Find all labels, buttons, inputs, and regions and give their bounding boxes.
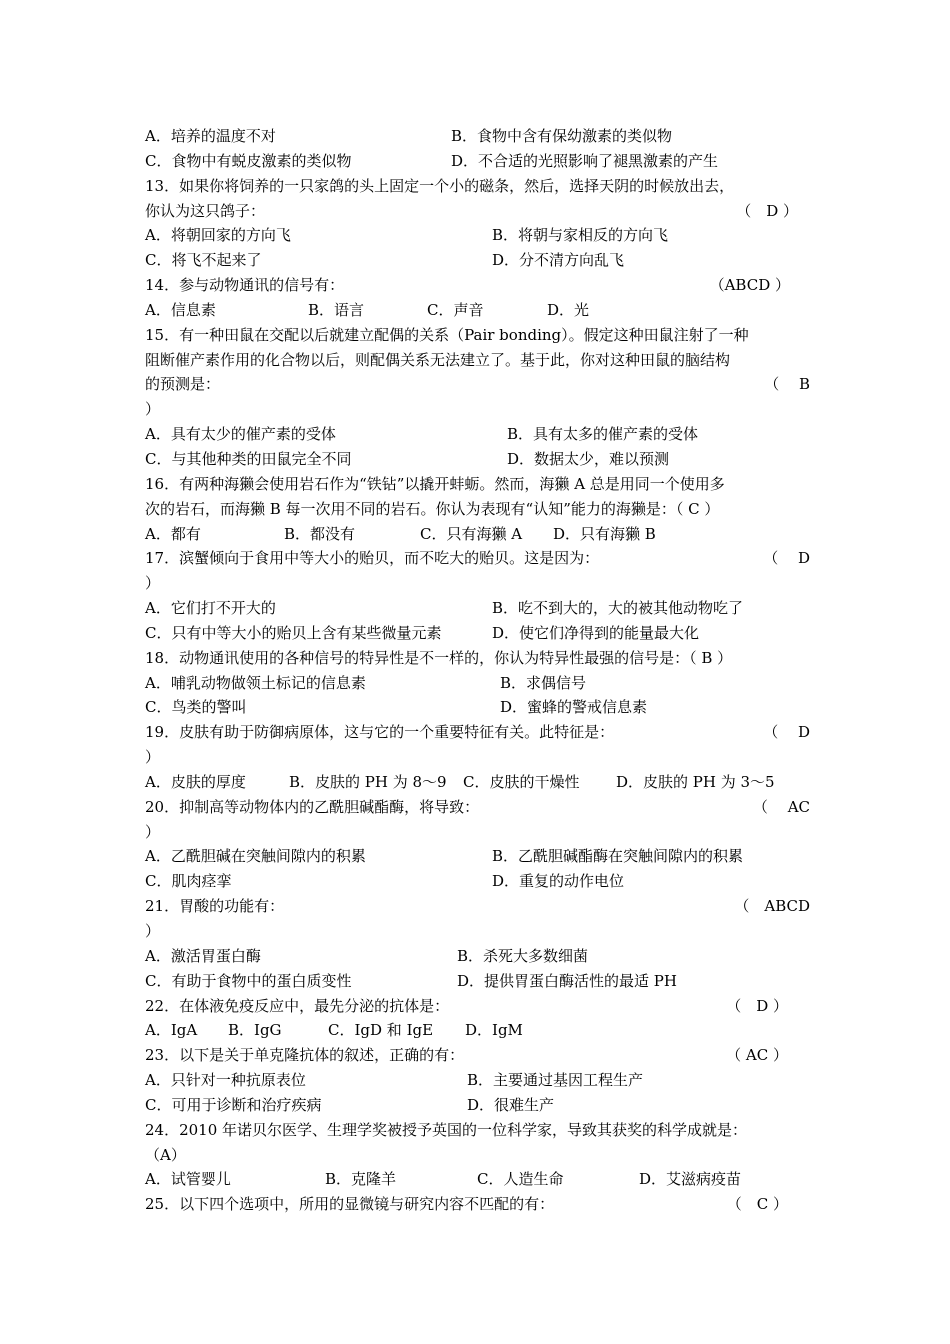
question-line <box>145 397 810 422</box>
question-line <box>145 820 810 845</box>
q24-stem: 24．2010 年诺贝尔医学、生理学奖被授予英国的一位科学家，导致其获奖的科学成就是： <box>145 1120 748 1139</box>
exam-page <box>145 124 810 1217</box>
q18-option-c: C．鸟类的警叫 <box>145 698 247 717</box>
q16-option-b: B．都没有 <box>284 524 356 543</box>
option-row <box>145 1167 810 1192</box>
q21-answer: （ ABCD <box>734 897 810 916</box>
q22-option-d: D．IgM <box>465 1021 523 1040</box>
q17-option-c: C．只有中等大小的贻贝上含有某些微量元素 <box>145 623 442 642</box>
option-row <box>145 422 810 447</box>
q22-option-c: C．IgD 和 IgE <box>328 1021 434 1040</box>
q17-answer: （ D <box>763 549 810 568</box>
question-line <box>145 646 810 671</box>
option-row <box>145 223 810 248</box>
q12-option-c: C．食物中有蜕皮激素的类似物 <box>145 151 352 170</box>
q25-stem: 25．以下四个选项中，所用的显微镜与研究内容不匹配的有： <box>145 1195 555 1214</box>
q20-option-b: B．乙酰胆碱酯酶在突触间隙内的积累 <box>492 847 744 866</box>
q21-option-a: A．激活胃蛋白酶 <box>145 946 261 965</box>
q16-stem: 16．有两种海獭会使用岩石作为“铁钻”以撬开蚌蛎。然而，海獭 A 总是用同一个使用多 <box>145 474 725 493</box>
q20-option-d: D．重复的动作电位 <box>492 872 625 891</box>
q17-answer-close: ） <box>145 574 161 593</box>
q23-option-c: C．可用于诊断和治疗疾病 <box>145 1095 322 1114</box>
option-row <box>145 1018 810 1043</box>
q23-option-a: A．只针对一种抗原表位 <box>145 1071 306 1090</box>
question-line <box>145 919 810 944</box>
q15-answer-close: ） <box>145 400 161 419</box>
option-row <box>145 596 810 621</box>
question-line <box>145 546 810 571</box>
q12-option-b: B．食物中含有保幼激素的类似物 <box>451 127 673 145</box>
option-row <box>145 869 810 894</box>
question-line <box>145 994 810 1019</box>
q21-option-c: C．有助于食物中的蛋白质变性 <box>145 971 352 990</box>
q19-option-c: C．皮肤的干燥性 <box>463 772 580 791</box>
q15-option-d: D．数据太少，难以预测 <box>507 449 670 468</box>
q23-option-b: B．主要通过基因工程生产 <box>467 1071 644 1090</box>
q24-answer: （A） <box>145 1145 186 1164</box>
question-line <box>145 795 810 820</box>
q20-option-a: A．乙酰胆碱在突触间隙内的积累 <box>145 847 366 866</box>
q15-option-c: C．与其他种类的田鼠完全不同 <box>145 449 352 468</box>
q13-answer: （ D ） <box>736 201 798 220</box>
question-line <box>145 348 810 373</box>
question-line <box>145 1192 810 1217</box>
q16-option-d: D．只有海獭 B <box>553 524 656 543</box>
question-line <box>145 571 810 596</box>
q23-stem: 23．以下是关于单克隆抗体的叙述，正确的有： <box>145 1046 465 1065</box>
option-row <box>145 844 810 869</box>
q22-option-b: B．IgG <box>228 1021 282 1040</box>
question-line <box>145 1143 810 1168</box>
option-row <box>145 671 810 696</box>
q20-answer: （ AC <box>752 797 810 816</box>
q12-option-a: A．培养的温度不对 <box>145 127 276 145</box>
q24-option-d: D．艾滋病疫苗 <box>639 1170 742 1189</box>
option-row <box>145 447 810 472</box>
question-line <box>145 1043 810 1068</box>
q17-option-a: A．它们打不开大的 <box>145 599 276 618</box>
option-row <box>145 695 810 720</box>
q20-answer-close: ） <box>145 822 161 841</box>
q13-option-c: C．将飞不起来了 <box>145 251 262 270</box>
q13-stem: 13．如果你将饲养的一只家鸽的头上固定一个小的磁条，然后，选择天阴的时候放出去， <box>145 176 735 195</box>
q17-option-b: B．吃不到大的，大的被其他动物吃了 <box>492 599 744 618</box>
q13-option-d: D．分不清方向乱飞 <box>492 251 625 270</box>
q21-answer-close: ） <box>145 922 161 940</box>
q22-answer: （ D ） <box>726 996 788 1015</box>
q21-option-d: D．提供胃蛋白酶活性的最适 PH <box>457 971 677 990</box>
question-line <box>145 720 810 745</box>
q25-answer: （ C ） <box>726 1195 788 1214</box>
q19-option-b: B．皮肤的 PH 为 8～9 <box>289 772 447 791</box>
question-line <box>145 472 810 497</box>
q14-answer: （ABCD ） <box>709 276 790 295</box>
q15-option-b: B．具有太多的催产素的受体 <box>507 425 699 444</box>
q15-option-a: A．具有太少的催产素的受体 <box>145 425 336 444</box>
q12-option-d: D．不合适的光照影响了褪黑激素的产生 <box>451 151 719 170</box>
q16-option-c: C．只有海獭 A <box>420 524 523 543</box>
q15-answer: （ B <box>764 375 810 394</box>
q24-option-c: C．人造生命 <box>477 1170 564 1189</box>
q16-option-a: A．都有 <box>145 524 201 543</box>
option-row <box>145 149 810 174</box>
q19-stem: 19．皮肤有助于防御病原体，这与它的一个重要特征有关。此特征是： <box>145 723 615 742</box>
option-row <box>145 621 810 646</box>
option-row <box>145 522 810 547</box>
q21-option-b: B．杀死大多数细菌 <box>457 946 589 965</box>
q23-answer: （ AC ） <box>726 1046 788 1065</box>
option-row <box>145 1068 810 1093</box>
q19-option-a: A．皮肤的厚度 <box>145 772 246 791</box>
q13-stem-cont: 你认为这只鸽子： <box>145 201 266 220</box>
q18-stem: 18．动物通讯使用的各种信号的特异性是不一样的，你认为特异性最强的信号是：（ B ） <box>145 648 733 667</box>
q15-stem-end: 的预测是： <box>145 375 221 394</box>
q14-option-c: C．声音 <box>427 300 484 319</box>
question-line <box>145 323 810 348</box>
question-line <box>145 199 810 224</box>
option-row <box>145 944 810 969</box>
option-row <box>145 248 810 273</box>
q16-stem-cont: 次的岩石，而海獭 B 每一次用不同的岩石。你认为表现有“认知”能力的海獭是：（ C ） <box>145 499 720 518</box>
q19-answer-close: ） <box>145 748 161 767</box>
q14-option-b: B．语言 <box>308 300 365 319</box>
option-row <box>145 124 810 149</box>
q14-stem: 14．参与动物通讯的信号有： <box>145 276 345 295</box>
q15-stem-cont: 阻断催产素作用的化合物以后，则配偶关系无法建立了。基于此，你对这种田鼠的脑结构 <box>145 350 731 369</box>
option-row <box>145 969 810 994</box>
question-line <box>145 1118 810 1143</box>
q24-option-b: B．克隆羊 <box>325 1170 397 1189</box>
option-row <box>145 1093 810 1118</box>
question-line <box>145 497 810 522</box>
question-line <box>145 174 810 199</box>
q23-option-d: D．很难生产 <box>467 1095 555 1114</box>
q13-option-b: B．将朝与家相反的方向飞 <box>492 226 669 245</box>
question-line <box>145 372 810 397</box>
q21-stem: 21．胃酸的功能有： <box>145 897 285 916</box>
option-row <box>145 770 810 795</box>
q18-option-b: B．求偶信号 <box>500 673 587 692</box>
question-line <box>145 273 810 298</box>
q20-stem: 20．抑制高等动物体内的乙酰胆碱酯酶，将导致： <box>145 797 480 816</box>
q17-option-d: D．使它们净得到的能量最大化 <box>492 623 700 642</box>
q19-option-d: D．皮肤的 PH 为 3～5 <box>616 772 775 791</box>
question-line <box>145 745 810 770</box>
q14-option-d: D．光 <box>547 300 590 319</box>
q13-option-a: A．将朝回家的方向飞 <box>145 226 291 245</box>
q18-option-d: D．蜜蜂的警戒信息素 <box>500 698 648 717</box>
question-line <box>145 894 810 919</box>
q19-answer: （ D <box>763 723 810 742</box>
q14-option-a: A．信息素 <box>145 300 216 319</box>
q17-stem: 17．滨蟹倾向于食用中等大小的贻贝，而不吃大的贻贝。这是因为： <box>145 549 600 568</box>
q22-stem: 22．在体液免疫反应中，最先分泌的抗体是： <box>145 996 450 1015</box>
q22-option-a: A．IgA <box>145 1021 198 1040</box>
option-row <box>145 298 810 323</box>
q20-option-c: C．肌肉痉挛 <box>145 872 232 891</box>
q24-option-a: A．试管婴儿 <box>145 1170 231 1189</box>
q18-option-a: A．哺乳动物做领土标记的信息素 <box>145 673 366 692</box>
q15-stem: 15．有一种田鼠在交配以后就建立配偶的关系（Pair bonding）。假定这种田鼠注射了一种 <box>145 325 749 344</box>
